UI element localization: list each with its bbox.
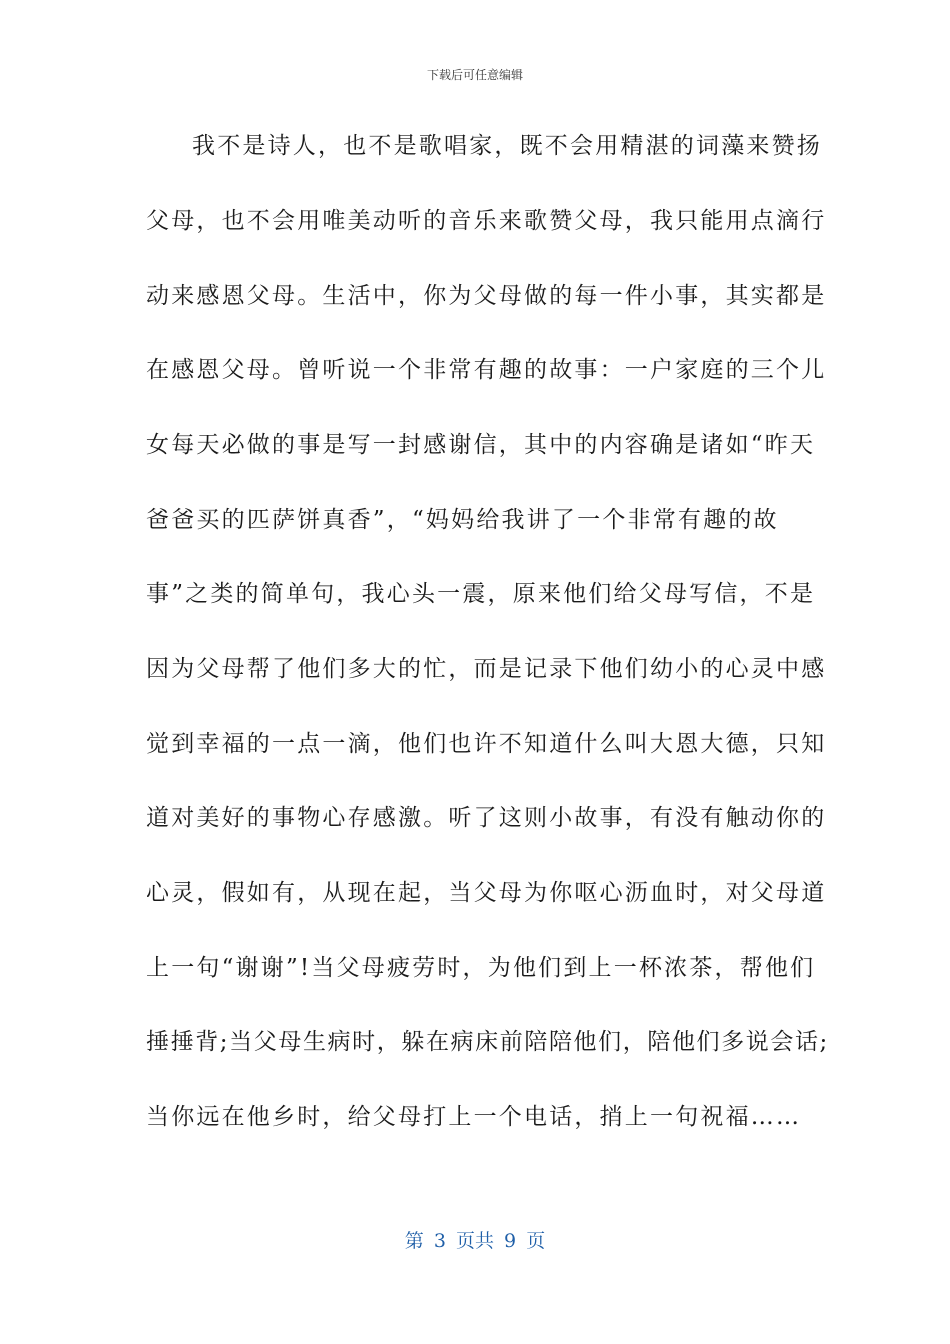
paragraph-line: 觉到幸福的一点一滴，他们也许不知道什么叫大恩大德，只知 bbox=[146, 731, 827, 757]
paragraph-line: 女每天必做的事是写一封感谢信，其中的内容确是诸如“昨天 bbox=[146, 432, 816, 458]
footer-middle: 页共 bbox=[455, 1230, 494, 1252]
footer-total-pages: 9 bbox=[504, 1230, 517, 1252]
paragraph-line: 捶捶背;当父母生病时，躲在病床前陪陪他们，陪他们多说会话; bbox=[146, 1029, 829, 1055]
paragraph-line: 在感恩父母。曾听说一个非常有趣的故事：一户家庭的三个儿 bbox=[146, 357, 827, 383]
paragraph-line: 我不是诗人，也不是歌唱家，既不会用精湛的词藻来赞扬 bbox=[192, 133, 822, 159]
footer-current-page: 3 bbox=[433, 1230, 446, 1252]
paragraph-line: 当你远在他乡时，给父母打上一个电话，捎上一句祝福…… bbox=[146, 1104, 802, 1130]
page-footer bbox=[0, 1226, 950, 1253]
paragraph-line: 爸爸买的匹萨饼真香”，“妈妈给我讲了一个非常有趣的故 bbox=[146, 507, 779, 533]
paragraph-line: 心灵，假如有，从现在起，当父母为你呕心沥血时，对父母道 bbox=[146, 880, 827, 906]
paragraph-line: 道对美好的事物心存感激。听了这则小故事，有没有触动你的 bbox=[146, 805, 827, 831]
footer-suffix: 页 bbox=[526, 1230, 546, 1252]
footer-prefix: 第 bbox=[404, 1230, 424, 1252]
paragraph-line: 因为父母帮了他们多大的忙，而是记录下他们幼小的心灵中感 bbox=[146, 656, 827, 682]
paragraph-line: 事”之类的简单句，我心头一震，原来他们给父母写信，不是 bbox=[146, 581, 816, 607]
paragraph-line: 上一句“谢谢”!当父母疲劳时，为他们到上一杯浓茶，帮他们 bbox=[146, 955, 816, 981]
paragraph-line: 父母，也不会用唯美动听的音乐来歌赞父母，我只能用点滴行 bbox=[146, 208, 827, 234]
paragraph-line: 动来感恩父母。生活中，你为父母做的每一件小事，其实都是 bbox=[146, 283, 827, 309]
page-header: 下载后可任意编辑 bbox=[426, 68, 523, 82]
